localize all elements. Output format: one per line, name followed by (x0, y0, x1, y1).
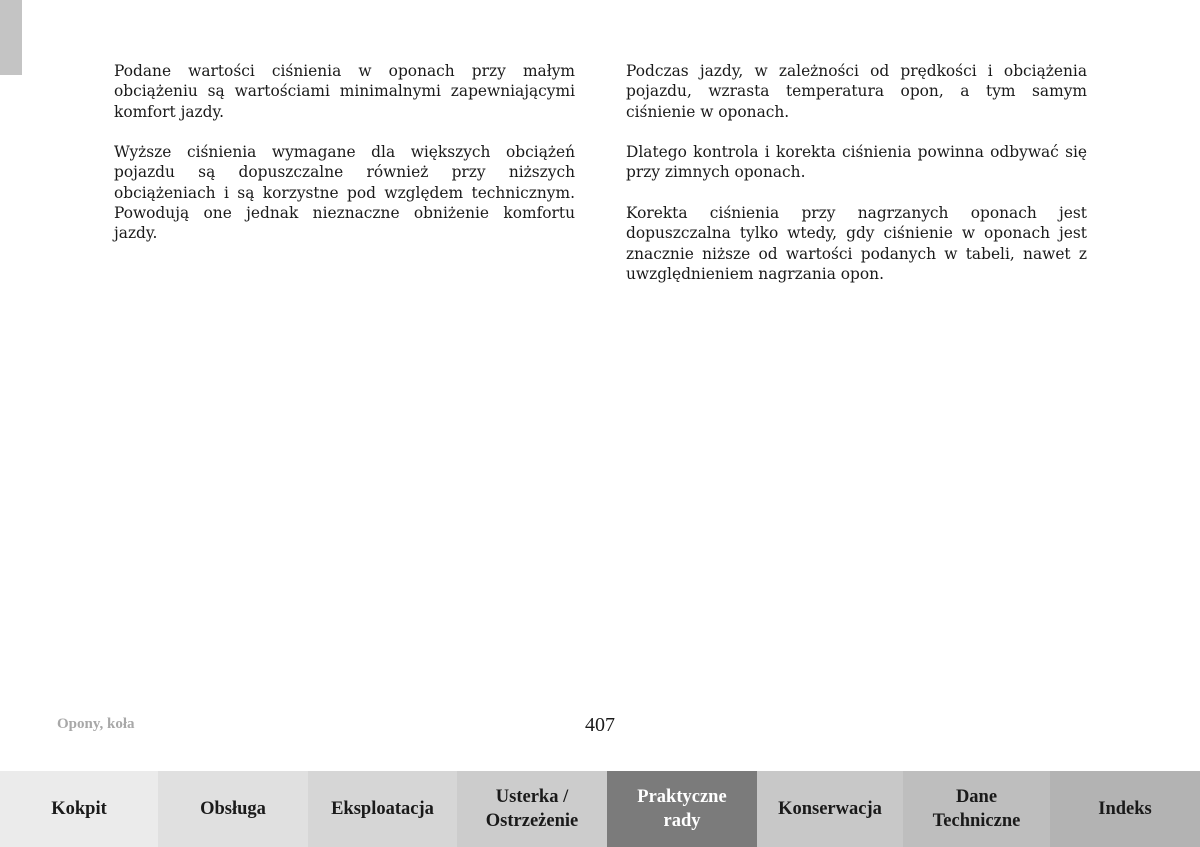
tab-usterka-ostrzezenie[interactable]: Usterka / Ostrzeżenie (457, 771, 607, 847)
tab-obsluga[interactable]: Obsługa (158, 771, 308, 847)
chapter-nav-bar (0, 771, 1200, 847)
tab-eksploatacja[interactable]: Eksploatacja (308, 771, 457, 847)
paragraph: Podczas jazdy, w zależności od prędkości i obciążenia pojazdu, wzrasta temperatura opon, a tym samym ciśnienie w oponach. (626, 62, 1087, 121)
tab-indeks[interactable]: Indeks (1050, 771, 1200, 847)
paragraph: Wyższe ciśnienia wymagane dla większych obciążeń pojazdu są dopuszczalne również przy niższych obciążeniach i są korzystne pod względem technicznym. Powodują one jednak nieznaczne obniżenie komfortu jazdy. (114, 143, 575, 243)
paragraph: Podane wartości ciśnienia w oponach przy małym obciążeniu są wartościami minimalnymi zapewniającymi komfort jazdy. (114, 62, 575, 121)
tab-kokpit[interactable]: Kokpit (0, 771, 158, 847)
page-number: 407 (585, 714, 615, 736)
tab-dane-techniczne[interactable]: Dane Techniczne (903, 771, 1050, 847)
left-text-column (114, 61, 575, 264)
paragraph: Korekta ciśnienia przy nagrzanych oponach jest dopuszczalna tylko wtedy, gdy ciśnienie w oponach jest znacznie niższe od wartości podanych w tabeli, nawet z uwzględnieniem nagrzania opon. (626, 204, 1087, 283)
right-text-column (626, 61, 1087, 305)
section-title: Opony, koła (57, 716, 135, 732)
paragraph: Dlatego kontrola i korekta ciśnienia powinna odbywać się przy zimnych oponach. (626, 143, 1087, 182)
chapter-marker (0, 0, 22, 75)
tab-praktyczne-rady[interactable]: Praktyczne rady (607, 771, 757, 847)
tab-konserwacja[interactable]: Konserwacja (757, 771, 903, 847)
